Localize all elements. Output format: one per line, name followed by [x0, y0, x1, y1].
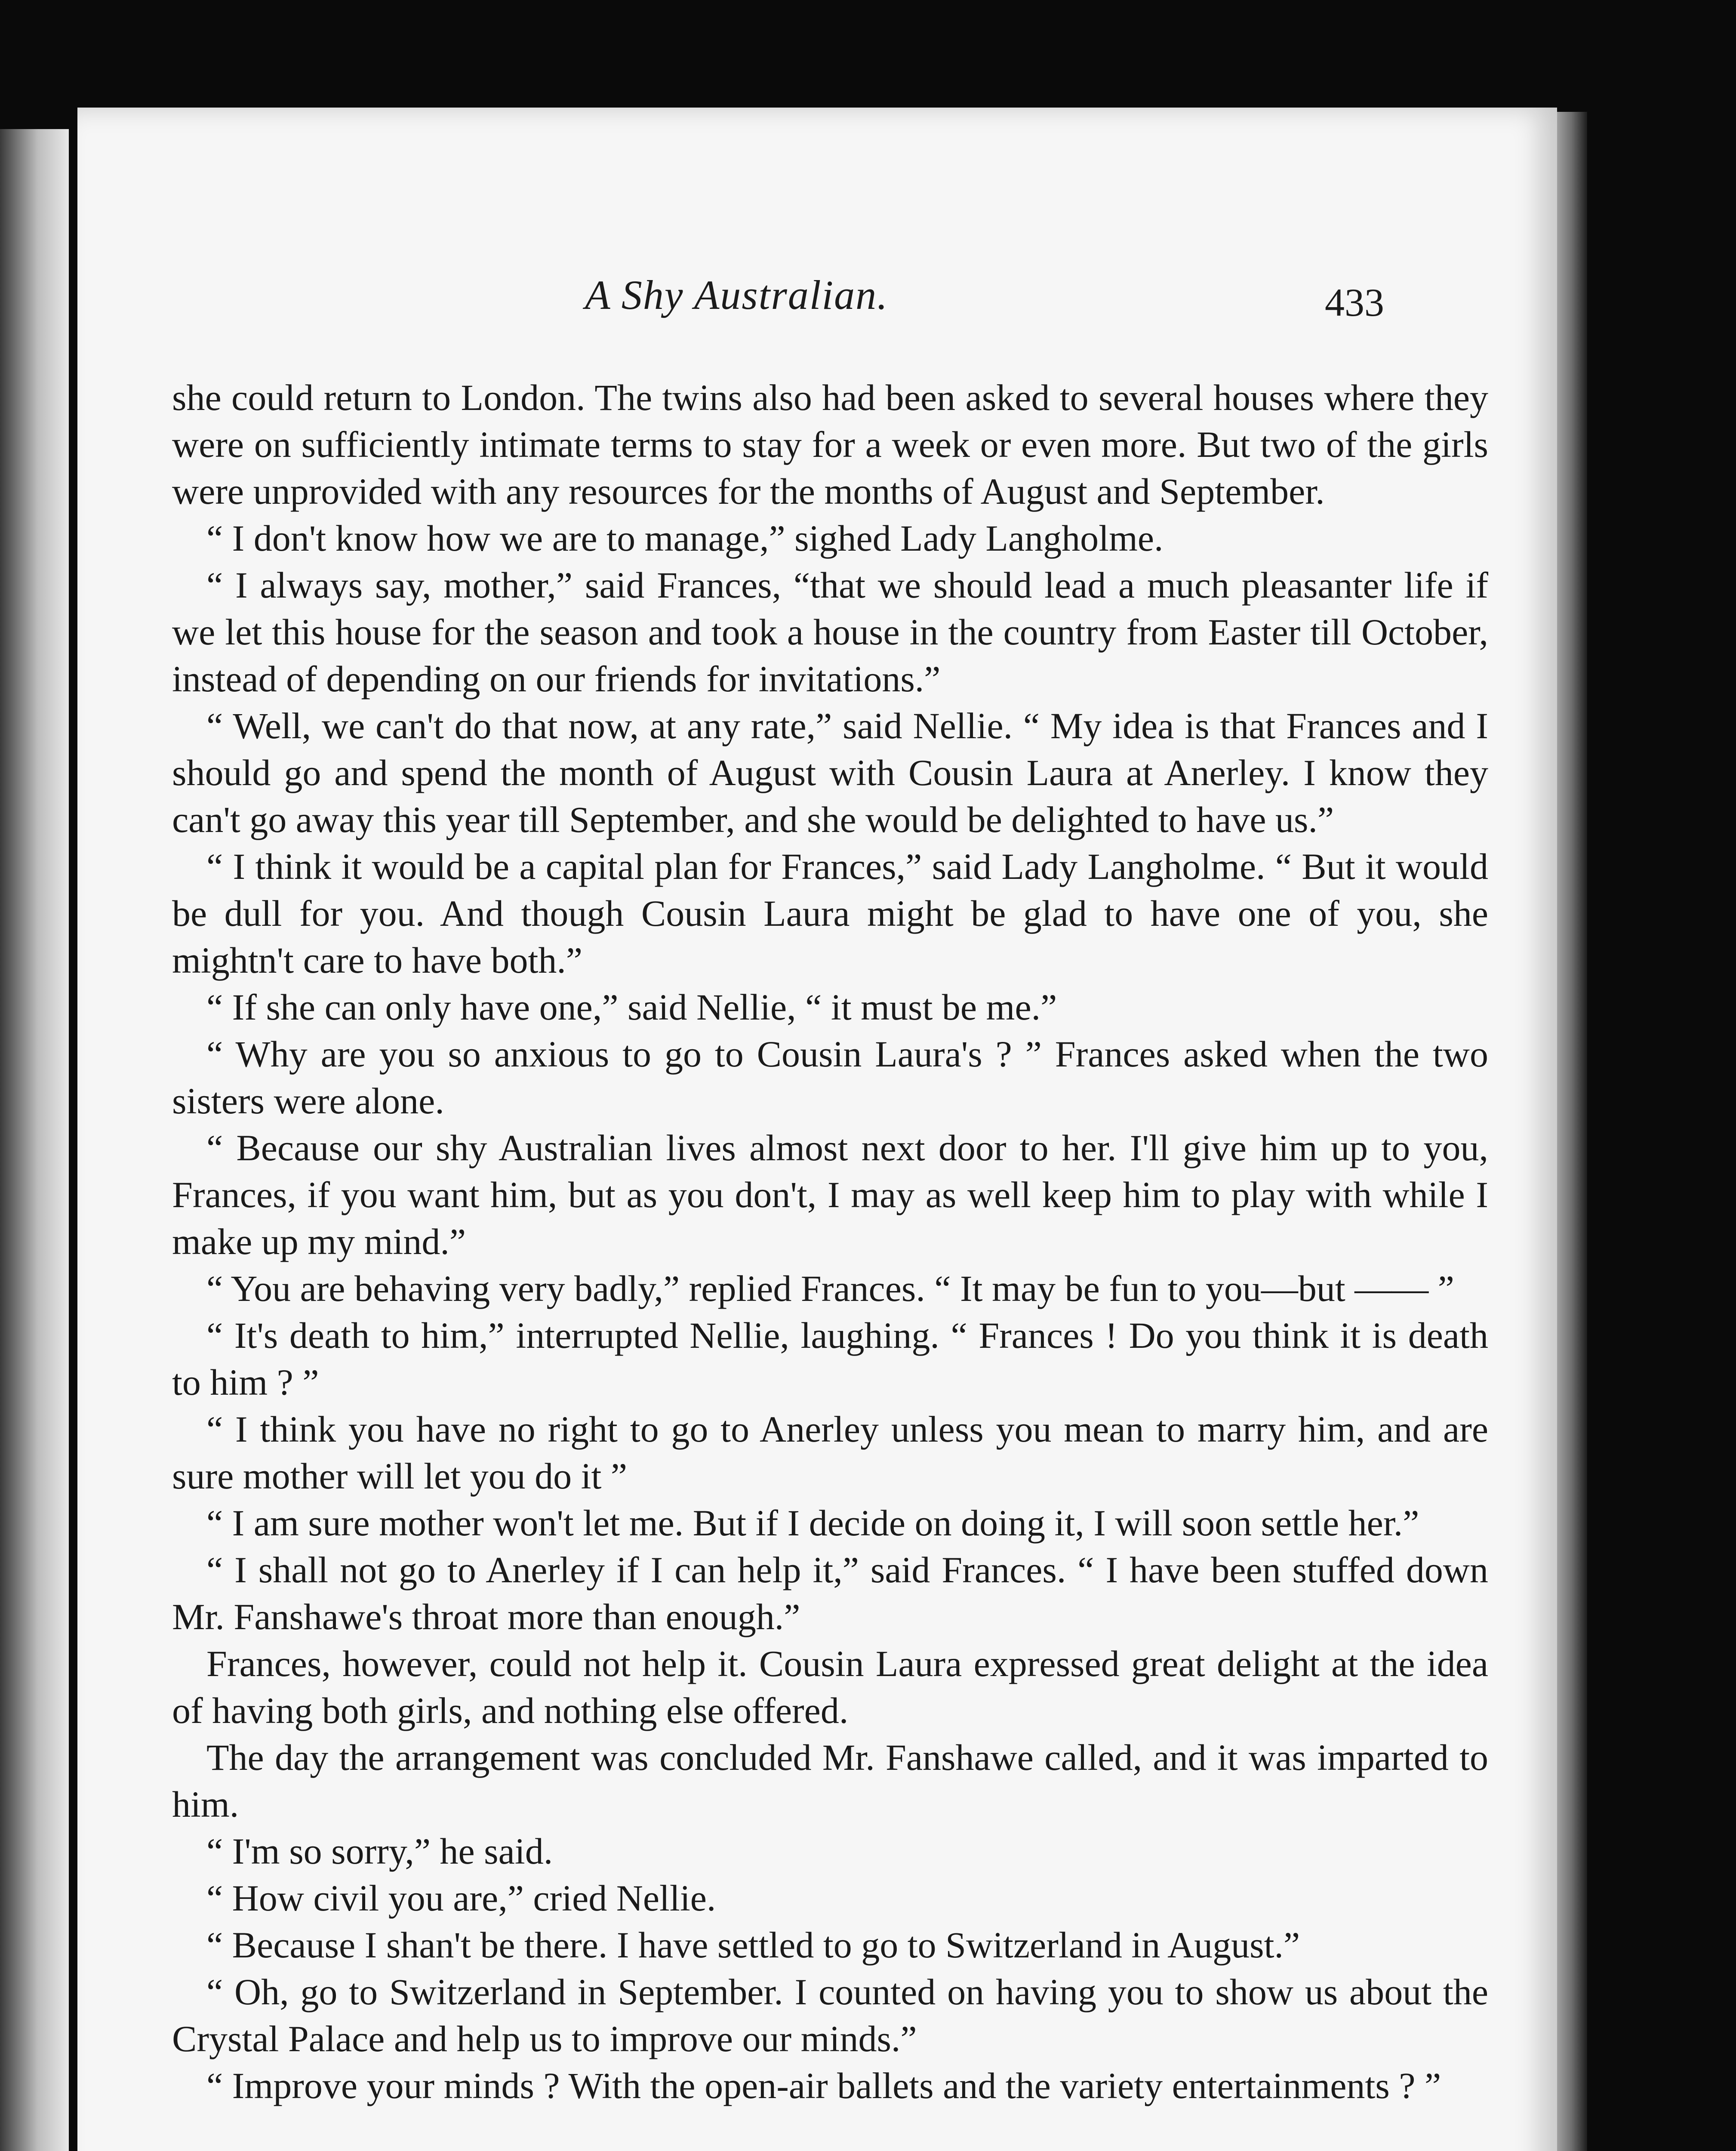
- paragraph: “ Because I shan't be there. I have settled to go to Switzerland in August.”: [206, 1924, 1300, 1966]
- paragraph: “ Oh, go to Switzerland in September. I counted on having you to show us about the Crystal Palace and help us to improve our minds.”: [172, 1971, 1488, 2059]
- paragraph: “ I always say, mother,” said Frances, “that we should lead a much pleasanter life if we let this house for the season and took a house in the country from Easter till October, instead of depending on our friends for invitations.”: [172, 564, 1488, 700]
- paragraph: “ Improve your minds ? With the open-air ballets and the variety entertainments ? ”: [206, 2065, 1441, 2106]
- paragraph: Frances, however, could not help it. Cousin Laura expressed great delight at the idea of having both girls, and nothing else offered.: [172, 1643, 1488, 1731]
- paragraph: “ Well, we can't do that now, at any rate,” said Nellie. “ My idea is that Frances and I should go and spend the month of August with Cousin Laura at Anerley. I know they can't go away this year till September, and she would be delighted to have us.”: [172, 705, 1488, 840]
- paragraph: “ How civil you are,” cried Nellie.: [206, 1877, 716, 1919]
- paragraph: “ I don't know how we are to manage,” sighed Lady Langholme.: [206, 518, 1163, 559]
- paragraph: “ I shall not go to Anerley if I can help it,” said Frances. “ I have been stuffed down Mr. Fanshawe's throat more than enough.”: [172, 1549, 1488, 1637]
- paragraph: “ I think it would be a capital plan for Frances,” said Lady Langholme. “ But it would be dull for you. And though Cousin Laura might be glad to have one of you, she mightn't care to have both.”: [172, 846, 1488, 981]
- running-title: A Shy Australian.: [585, 272, 889, 318]
- paragraph: she could return to London. The twins also had been asked to several houses where they were on sufficiently intimate terms to stay for a week or even more. But two of the girls were unprovided with any resources for the months of August and September.: [172, 377, 1488, 512]
- paragraph: “ I am sure mother won't let me. But if I decide on doing it, I will soon settle her.”: [206, 1502, 1419, 1544]
- paragraph: “ You are behaving very badly,” replied Frances. “ It may be fun to you—but —— ”: [206, 1268, 1454, 1309]
- book-page: [77, 108, 1557, 2151]
- paragraph: “ Why are you so anxious to go to Cousin Laura's ? ” Frances asked when the two sisters were alone.: [172, 1033, 1488, 1122]
- paragraph: “ I'm so sorry,” he said.: [206, 1831, 553, 1872]
- paragraph: “ It's death to him,” interrupted Nellie, laughing. “ Frances ! Do you think it is death to him ? ”: [172, 1315, 1488, 1403]
- paragraph: The day the arrangement was concluded Mr. Fanshawe called, and it was imparted to him.: [172, 1737, 1488, 1825]
- page-header: [77, 271, 1557, 340]
- body-text: [172, 374, 1488, 2109]
- left-page-edge: [0, 129, 69, 2151]
- paragraph: “ I think you have no right to go to Anerley unless you mean to marry him, and are sure mother will let you do it ”: [172, 1408, 1488, 1497]
- paragraph: “ If she can only have one,” said Nellie, “ it must be me.”: [206, 986, 1057, 1028]
- page-number: 433: [1325, 280, 1384, 324]
- paragraph: “ Because our shy Australian lives almost next door to her. I'll give him up to you, Frances, if you want him, but as you don't, I may as well keep him to play with while I make up my mind.”: [172, 1127, 1488, 1262]
